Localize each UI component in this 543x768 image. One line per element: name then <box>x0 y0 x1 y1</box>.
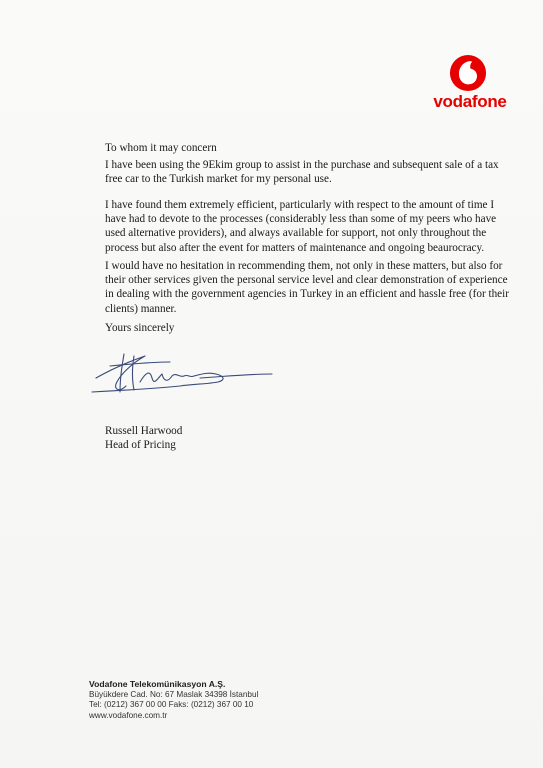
footer-address: Büyükdere Cad. No: 67 Maslak 34398 İstanbul <box>89 689 259 699</box>
handwritten-signature <box>90 348 280 398</box>
signer-title: Head of Pricing <box>105 439 176 451</box>
footer-address-block <box>89 679 258 721</box>
signer-name: Russell Harwood <box>105 425 183 437</box>
footer-website: www.vodafone.com.tr <box>89 710 168 720</box>
letter-paragraph: I have found them extremely efficient, particularly with respect to the amount of time I have had to devote to the processes (considerably less than some of my peers who have used alternative providers), and always available for support, not only throughout the process but also after the event for matters of maintenance and ongoing beaurocracy. <box>105 199 497 254</box>
salutation: To whom it may concern <box>105 142 217 155</box>
vodafone-logo <box>425 52 515 114</box>
vodafone-speechmark-icon <box>449 54 487 92</box>
footer-company-name: Vodafone Telekomünikasyon A.Ş. <box>89 679 226 689</box>
vodafone-wordmark: vodafone <box>433 92 507 111</box>
closing: Yours sincerely <box>105 322 175 334</box>
letter-paragraph: I have been using the 9Ekim group to assist in the purchase and subsequent sale of a tax free car to the Turkish market for my personal use. <box>105 159 499 186</box>
letter-paragraph: I would have no hesitation in recommending them, not only in these matters, but also for their other services given the personal service level and clear demonstration of experience in dealing with the government agencies in Turkey in an efficient and hassle free (for their clients) manner. <box>105 260 509 315</box>
footer-phone-fax: Tel: (0212) 367 00 00 Faks: (0212) 367 00 10 <box>89 700 254 710</box>
